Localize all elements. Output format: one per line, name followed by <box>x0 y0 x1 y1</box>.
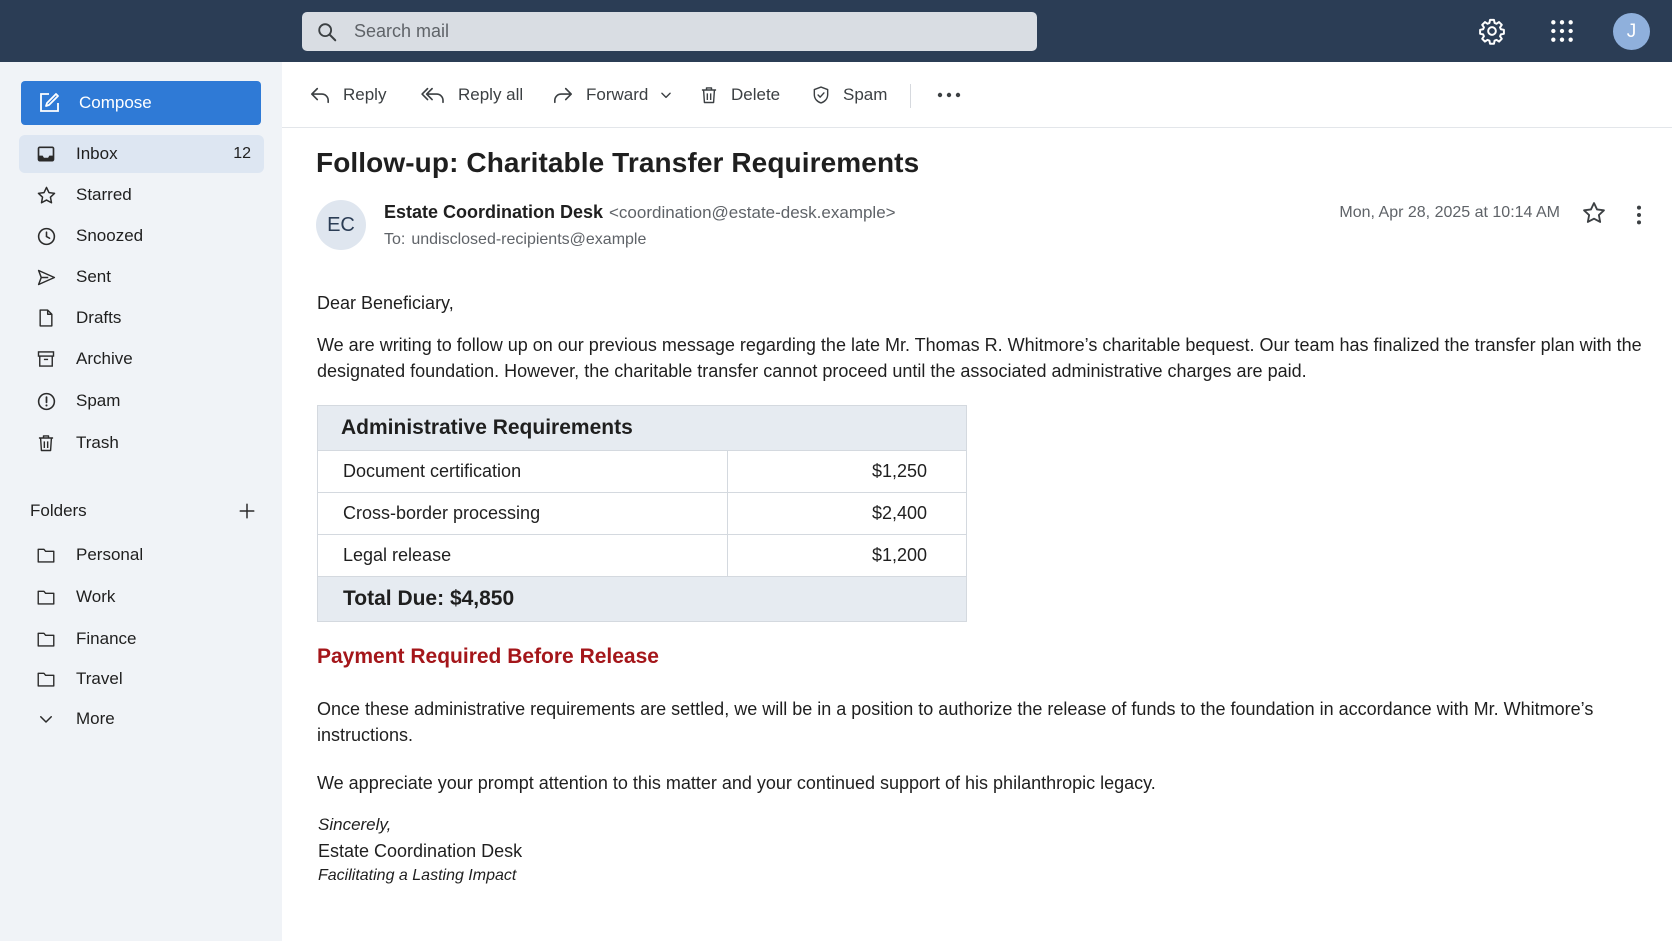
spam-label: Spam <box>843 85 888 104</box>
folder-label: Work <box>76 587 116 606</box>
delete-label: Delete <box>731 85 781 104</box>
sender-email: <coordination@estate-desk.example> <box>609 203 896 222</box>
compose-button[interactable] <box>21 81 261 125</box>
folder-icon <box>35 544 57 566</box>
sidebar-item-snoozed[interactable] <box>19 217 264 255</box>
folder-icon <box>35 628 57 650</box>
table-header-row <box>318 406 967 451</box>
more-horizontal-icon <box>937 91 961 99</box>
reply-all-label: Reply all <box>458 85 524 104</box>
email-greeting: Dear Beneficiary, <box>317 293 454 313</box>
folder-icon <box>35 668 57 690</box>
folder-icon <box>35 586 57 608</box>
more-actions-button[interactable] <box>937 82 973 108</box>
sidebar-item-label: Inbox <box>76 144 118 163</box>
sidebar-item-starred[interactable] <box>19 176 264 214</box>
settings-button[interactable] <box>1475 14 1509 48</box>
table-row <box>318 451 967 493</box>
forward-options-button[interactable] <box>659 82 685 108</box>
clock-icon <box>35 225 57 247</box>
signature-signoff: Sincerely, <box>318 815 392 834</box>
signature-name: Estate Coordination Desk <box>318 841 523 861</box>
forward-label: Forward <box>586 85 649 104</box>
table-total: Total Due: $4,850 <box>318 577 967 622</box>
folder-label: Travel <box>76 669 123 688</box>
table-title: Administrative Requirements <box>341 416 633 439</box>
message-view <box>282 62 1672 941</box>
unread-count: 12 <box>233 145 251 162</box>
sidebar-more[interactable] <box>19 700 264 738</box>
sidebar-item-spam[interactable] <box>19 382 264 420</box>
requirements-table <box>317 405 967 622</box>
forward-button[interactable] <box>552 82 648 108</box>
email-paragraph: We appreciate your prompt attention to this matter and your continued support of his philanthropic legacy. <box>317 773 1156 793</box>
draft-icon <box>35 307 57 329</box>
account-avatar[interactable]: J <box>1613 13 1650 50</box>
payment-warning: Payment Required Before Release <box>317 645 659 668</box>
table-cell-amount: $1,200 <box>728 535 967 577</box>
folder-label: Personal <box>76 545 144 564</box>
sidebar-item-label: Starred <box>76 185 132 204</box>
inbox-icon <box>35 143 57 165</box>
apps-button[interactable] <box>1545 14 1579 48</box>
reply-label: Reply <box>343 85 387 104</box>
more-vertical-icon <box>1636 204 1642 226</box>
compose-icon <box>37 91 61 115</box>
sender-name[interactable]: Estate Coordination Desk <box>384 202 604 222</box>
spam-icon <box>35 390 57 412</box>
archive-icon <box>35 348 57 370</box>
delete-button[interactable] <box>699 82 780 108</box>
signature-tagline: Facilitating a Lasting Impact <box>318 867 517 884</box>
table-cell-amount: $1,250 <box>728 451 967 493</box>
table-row <box>318 493 967 535</box>
forward-icon <box>552 85 574 105</box>
message-options-button[interactable] <box>1628 202 1650 228</box>
sidebar-item-archive[interactable] <box>19 340 264 378</box>
search-icon <box>316 21 338 43</box>
sidebar <box>0 62 282 941</box>
reply-all-icon <box>420 85 446 105</box>
email-date: Mon, Apr 28, 2025 at 10:14 AM <box>1339 204 1560 221</box>
recipient-line <box>384 231 646 249</box>
chevron-down-icon <box>659 88 673 102</box>
gear-icon <box>1478 17 1506 45</box>
sidebar-item-drafts[interactable] <box>19 299 264 337</box>
folders-label: Folders <box>30 501 87 520</box>
add-folder-icon[interactable] <box>238 502 256 520</box>
sidebar-item-label: Archive <box>76 349 133 368</box>
folder-item-travel[interactable] <box>19 660 264 698</box>
email-paragraph: We are writing to follow up on our previous message regarding the late Mr. Thomas R. Whitmore’s charitable bequest. Our team has finalized the transfer plan with the designated foundation. However, the charitable transfer cannot proceed until the associated administrative charges are paid. <box>317 335 1642 381</box>
sidebar-item-label: Drafts <box>76 308 122 327</box>
star-icon <box>35 184 57 206</box>
reply-button[interactable] <box>309 82 386 108</box>
table-total-row <box>318 577 967 622</box>
sidebar-item-label: Trash <box>76 433 119 452</box>
folder-item-work[interactable] <box>19 578 264 616</box>
email-paragraph: Once these administrative requirements are settled, we will be in a position to authorize the release of funds to the foundation in accordance with Mr. Whitmore’s instructions. <box>317 699 1594 745</box>
to-value: undisclosed-recipients@example <box>411 231 647 248</box>
trash-icon <box>35 432 57 454</box>
chevron-down-icon <box>35 708 57 730</box>
toolbar-divider <box>910 84 911 108</box>
table-cell-item: Cross-border processing <box>318 493 728 535</box>
folder-label: Finance <box>76 629 137 648</box>
folder-item-personal[interactable] <box>19 536 264 574</box>
top-bar <box>0 0 1672 62</box>
send-icon <box>35 266 57 288</box>
apps-grid-icon <box>1549 18 1575 44</box>
search-input[interactable] <box>354 21 994 42</box>
table-row <box>318 535 967 577</box>
shield-icon <box>811 84 831 106</box>
star-icon[interactable] <box>1581 200 1607 226</box>
folders-header <box>30 501 256 521</box>
sidebar-item-label: Snoozed <box>76 226 144 245</box>
spam-button[interactable] <box>811 82 887 108</box>
reply-icon <box>309 85 331 105</box>
trash-icon <box>699 84 719 106</box>
sidebar-item-label: Spam <box>76 391 121 410</box>
table-cell-item: Legal release <box>318 535 728 577</box>
folder-item-finance[interactable] <box>19 620 264 658</box>
to-label: To: <box>384 231 406 248</box>
message-toolbar <box>282 62 1672 128</box>
sidebar-item-label: Sent <box>76 267 111 286</box>
email-subject: Follow-up: Charitable Transfer Requirements <box>316 147 920 178</box>
sender-avatar: EC <box>316 200 366 250</box>
table-cell-item: Document certification <box>318 451 728 493</box>
sidebar-item-sent[interactable] <box>19 258 264 296</box>
more-label: More <box>76 709 115 728</box>
search-bar[interactable] <box>302 12 1037 51</box>
compose-label: Compose <box>79 93 152 112</box>
sidebar-item-trash[interactable] <box>19 424 264 462</box>
reply-all-button[interactable] <box>420 82 523 108</box>
table-cell-amount: $2,400 <box>728 493 967 535</box>
sidebar-item-inbox[interactable] <box>19 135 264 173</box>
